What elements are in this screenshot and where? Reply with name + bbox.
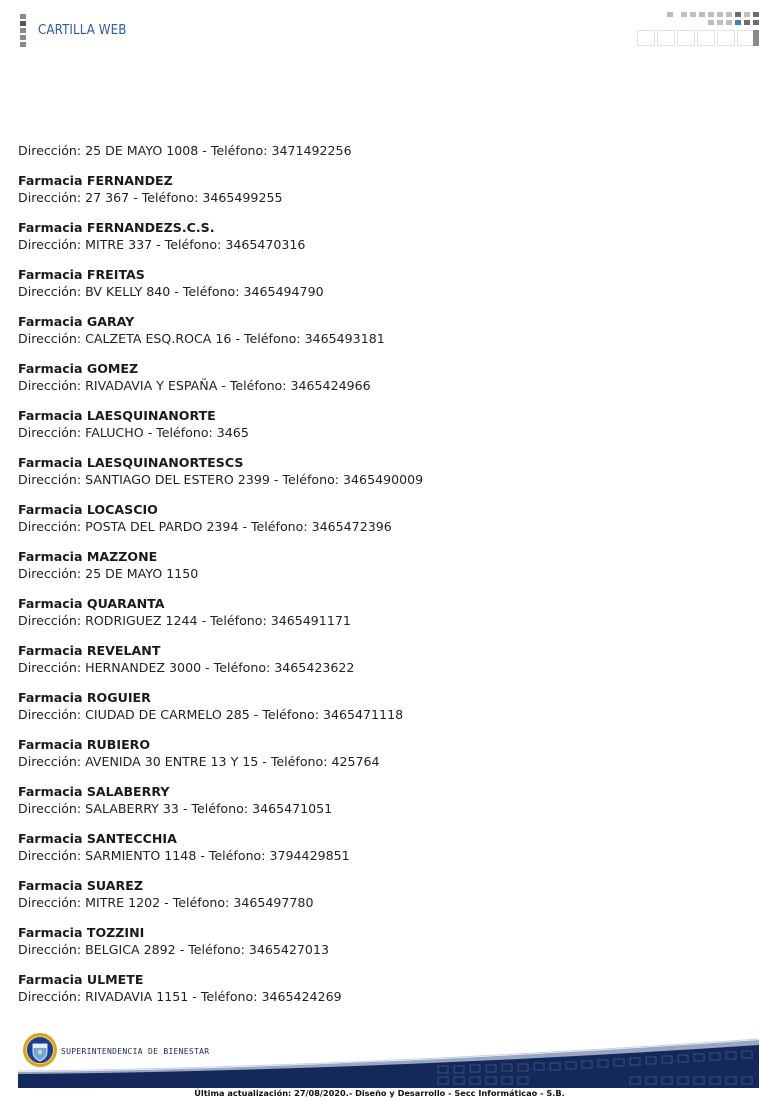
list-item (18, 172, 718, 219)
pharmacy-name: Farmacia LAESQUINANORTESCS (18, 455, 244, 470)
pharmacy-name: Farmacia TOZZINI (18, 925, 145, 940)
header-accent-bar (20, 14, 26, 46)
pharmacy-address: Dirección: FALUCHO - Teléfono: 3465 (18, 425, 249, 440)
pharmacy-address: Dirección: POSTA DEL PARDO 2394 - Teléfono: 3465472396 (18, 519, 392, 534)
pharmacy-name: Farmacia LOCASCIO (18, 502, 158, 517)
header-decoration (637, 12, 759, 48)
pharmacy-list (18, 172, 718, 1018)
pharmacy-name: Farmacia FERNANDEZ (18, 173, 173, 188)
pharmacy-name: Farmacia GOMEZ (18, 361, 139, 376)
pharmacy-address: Dirección: RODRIGUEZ 1244 - Teléfono: 3465491171 (18, 613, 351, 628)
list-item (18, 219, 718, 266)
footer-organization: SUPERINTENDENCIA DE BIENESTAR (61, 1047, 210, 1056)
pharmacy-address: Dirección: MITRE 1202 - Teléfono: 3465497780 (18, 895, 314, 910)
list-item (18, 783, 718, 830)
pharmacy-name: Farmacia GARAY (18, 314, 135, 329)
pharmacy-address: Dirección: RIVADAVIA 1151 - Teléfono: 3465424269 (18, 989, 342, 1004)
pharmacy-name: Farmacia SANTECCHIA (18, 831, 177, 846)
list-item (18, 407, 718, 454)
pharmacy-address: Dirección: MITRE 337 - Teléfono: 3465470316 (18, 237, 306, 252)
institution-seal-icon (22, 1032, 58, 1068)
first-entry-address: Dirección: 25 DE MAYO 1008 - Teléfono: 3471492256 (18, 143, 352, 158)
list-item (18, 971, 718, 1018)
pharmacy-name: Farmacia FREITAS (18, 267, 145, 282)
pharmacy-name: Farmacia RUBIERO (18, 737, 151, 752)
list-item (18, 501, 718, 548)
pharmacy-address: Dirección: SALABERRY 33 - Teléfono: 3465471051 (18, 801, 333, 816)
pharmacy-name: Farmacia FERNANDEZS.C.S. (18, 220, 215, 235)
pharmacy-address: Dirección: 27 367 - Teléfono: 3465499255 (18, 190, 283, 205)
pharmacy-address: Dirección: CIUDAD DE CARMELO 285 - Teléfono: 3465471118 (18, 707, 404, 722)
list-item (18, 924, 718, 971)
pharmacy-name: Farmacia SUAREZ (18, 878, 143, 893)
list-item (18, 595, 718, 642)
list-item (18, 548, 718, 595)
pharmacy-address: Dirección: BV KELLY 840 - Teléfono: 3465494790 (18, 284, 324, 299)
pharmacy-address: Dirección: RIVADAVIA Y ESPAÑA - Teléfono: 3465424966 (18, 378, 371, 393)
pharmacy-address: Dirección: SANTIAGO DEL ESTERO 2399 - Teléfono: 3465490009 (18, 472, 424, 487)
list-item (18, 689, 718, 736)
pharmacy-name: Farmacia ROGUIER (18, 690, 151, 705)
pharmacy-name: Farmacia LAESQUINANORTE (18, 408, 216, 423)
pharmacy-address: Dirección: SARMIENTO 1148 - Teléfono: 3794429851 (18, 848, 350, 863)
pharmacy-address: Dirección: AVENIDA 30 ENTRE 13 Y 15 - Teléfono: 425764 (18, 754, 380, 769)
pharmacy-name: Farmacia MAZZONE (18, 549, 158, 564)
pharmacy-name: Farmacia QUARANTA (18, 596, 165, 611)
list-item (18, 736, 718, 783)
pharmacy-name: Farmacia SALABERRY (18, 784, 170, 799)
pharmacy-address: Dirección: 25 DE MAYO 1150 (18, 566, 199, 581)
list-item (18, 360, 718, 407)
pharmacy-address: Dirección: BELGICA 2892 - Teléfono: 3465427013 (18, 942, 329, 957)
pharmacy-name: Farmacia REVELANT (18, 643, 161, 658)
page-title: CARTILLA WEB (38, 22, 127, 38)
pharmacy-address: Dirección: CALZETA ESQ.ROCA 16 - Teléfono: 3465493181 (18, 331, 385, 346)
list-item (18, 830, 718, 877)
list-item (18, 877, 718, 924)
pharmacy-address: Dirección: HERNANDEZ 3000 - Teléfono: 3465423622 (18, 660, 355, 675)
list-item (18, 454, 718, 501)
footer-credit: Última actualización: 27/08/2020.- Diseño y Desarrollo - Secc Informáticao - S.B. (194, 1088, 565, 1098)
list-item (18, 642, 718, 689)
footer-band (18, 1036, 759, 1088)
list-item (18, 266, 718, 313)
pharmacy-name: Farmacia ULMETE (18, 972, 144, 987)
list-item (18, 313, 718, 360)
